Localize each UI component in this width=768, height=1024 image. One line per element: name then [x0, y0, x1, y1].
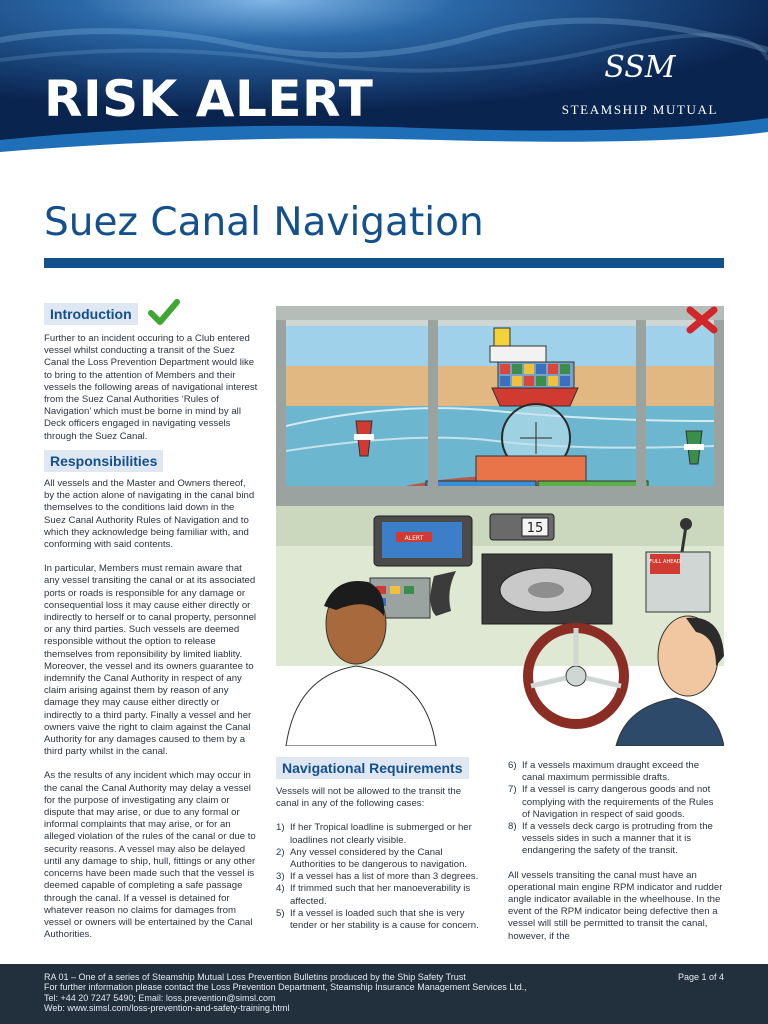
requirement-item: [276, 871, 486, 883]
requirement-item: [276, 822, 486, 846]
footer-phone-email-line: Tel: +44 20 7247 5490; Email: loss.prevention@simsl.com: [44, 992, 276, 1003]
speed-readout: 15: [526, 521, 544, 536]
requirements-list-left: [276, 822, 486, 932]
footer-contact-line: For further information please contact the Loss Prevention Department, Steamship Insurance Management Services Ltd.,: [44, 982, 527, 993]
introduction-text: [44, 333, 258, 455]
brand-name: STEAMSHIP MUTUAL: [561, 102, 718, 117]
page-number: Page 1 of 4: [677, 972, 724, 982]
header-banner: [0, 0, 768, 160]
requirement-text: Any vessel considered by the Canal Authorities to be dangerous to navigation.: [290, 846, 468, 871]
requirement-item: [276, 883, 486, 907]
requirement-text: If a vessel is carry dangerous goods and not complying with the requirements of the Rules of Navigation in respect of said goods.: [522, 784, 714, 820]
throttle-label: FULL AHEAD: [649, 559, 681, 565]
requirement-number: 3): [276, 871, 285, 883]
requirement-item: [508, 821, 724, 858]
requirement-item: [276, 908, 486, 932]
requirement-number: 4): [276, 883, 285, 895]
responsibilities-paragraph: All vessels and the Master and Owners thereof, by the action alone of navigating in the canal bind themselves to the conditions laid down in the Suez Canal Authority Rules of Navigation and to which they acknowledge being familiar with, and conforming with said contents.: [44, 478, 255, 551]
requirement-text: If trimmed such that her manoeverability is affected.: [290, 883, 471, 907]
navigational-closing: All vessels transiting the canal must have an operational main engine RPM indicator and rudder angle indicator available in the wheelhouse. In the event of the RPM indicator being defective then a vessel will still be permitted to transit the canal, however, if the: [508, 869, 723, 942]
requirement-item: [508, 784, 724, 821]
requirement-text: If a vessel has a list of more than 3 degrees.: [290, 871, 479, 883]
document-title: Suez Canal Navigation: [44, 200, 484, 245]
radar-alert-label: ALERT: [404, 535, 424, 542]
footer: [0, 964, 768, 1024]
responsibilities-paragraph: As the results of any incident which may occur in the canal the Canal Authority may delay a vessel for the purpose of investigating any claim or dispute that may arise, or due to any formal or informal complaints that may arise, or for an alleged violation of the rules of the canal or due to security reasons. A vessel may also be delayed until any damage to ship, hull, fittings or any other concerns have been made such that the vessel is deemed capable of completing a safe passage through the canal. If a vessel is detained for whatever reason no claims for damages from vessel or owners will be entertained by the Canal Authorities.: [44, 770, 256, 941]
bridge-illustration: [276, 306, 724, 746]
title-divider: [44, 258, 724, 268]
banner-title: RISK ALERT: [44, 70, 374, 128]
brand-logo: SSM: [604, 50, 676, 85]
requirement-text: If a vessel is loaded such that she is very tender or her stability is a cause for concern.: [290, 907, 479, 932]
navigational-intro: Vessels will not be allowed to the transit the canal in any of the following cases:: [276, 786, 462, 810]
bridge-scene: [276, 306, 724, 746]
responsibilities-heading: Responsibilities: [44, 450, 163, 472]
requirement-text: If her Tropical loadline is submerged or her loadlines not clearly visible.: [290, 822, 472, 846]
requirement-number: 8): [508, 821, 517, 833]
introduction-paragraph: Further to an incident occuring to a Club entered vessel whilst conducting a transit of the Suez Canal the Loss Prevention Department would like to bring to the attention of Members and their vessels the following areas of navigational interest from the Suez Canal Authorities ‘Rules of Navigation’ which must be borne in mind by all Deck officers engaged in navigating vessels through the Suez Canal.: [44, 333, 258, 442]
footer-series-line: RA 01 – One of a series of Steamship Mutual Loss Prevention Bulletins produced by the Ship Safety Trust: [44, 972, 466, 982]
requirement-text: If a vessels maximum draught exceed the canal maximum permissible drafts.: [522, 760, 700, 784]
requirement-number: 5): [276, 907, 285, 919]
requirement-number: 1): [276, 822, 285, 834]
responsibilities-text: [44, 478, 258, 953]
responsibilities-paragraph: In particular, Members must remain aware that any vessel transiting the canal or at its associated ports or roads is responsible for any damage or consequential loss it may cause either directly or indirectly to herself or to canal property, personnel or any third parties. Such vessels are deemed responsible without the option to release themselves from reponsibility by limited liablity. Moreover, the vessel and its owners guarantee to indemnify the Canal Authority in respect of any claim arising against them by reason of any damage they may cause either directly or indirectly to a third party. Finally a vessel and her owners vaive the right to claim against the Canal Authority for any damages caused to them by a third party whilst in the canal.: [44, 563, 257, 758]
requirement-number: 7): [508, 784, 517, 796]
brand-block: [562, 52, 718, 118]
requirement-number: 2): [276, 846, 285, 858]
requirement-text: If a vessels deck cargo is protruding from the vessels sides in such a manner that it is endangering the safety of the transit.: [522, 821, 713, 857]
green-tick-icon: [148, 298, 180, 326]
introduction-heading: Introduction: [44, 303, 138, 325]
navigational-requirements-heading: Navigational Requirements: [276, 757, 469, 779]
navigational-requirements-right: [508, 760, 724, 955]
footer-text: [44, 972, 644, 1014]
requirements-list-right: [508, 760, 724, 858]
requirement-number: 6): [508, 760, 517, 771]
navigational-requirements-left: [276, 786, 486, 932]
footer-web-link[interactable]: Web: www.simsl.com/loss-prevention-and-safety-training.html: [44, 1003, 290, 1014]
requirement-item: [508, 760, 724, 784]
requirement-item: [276, 847, 486, 871]
